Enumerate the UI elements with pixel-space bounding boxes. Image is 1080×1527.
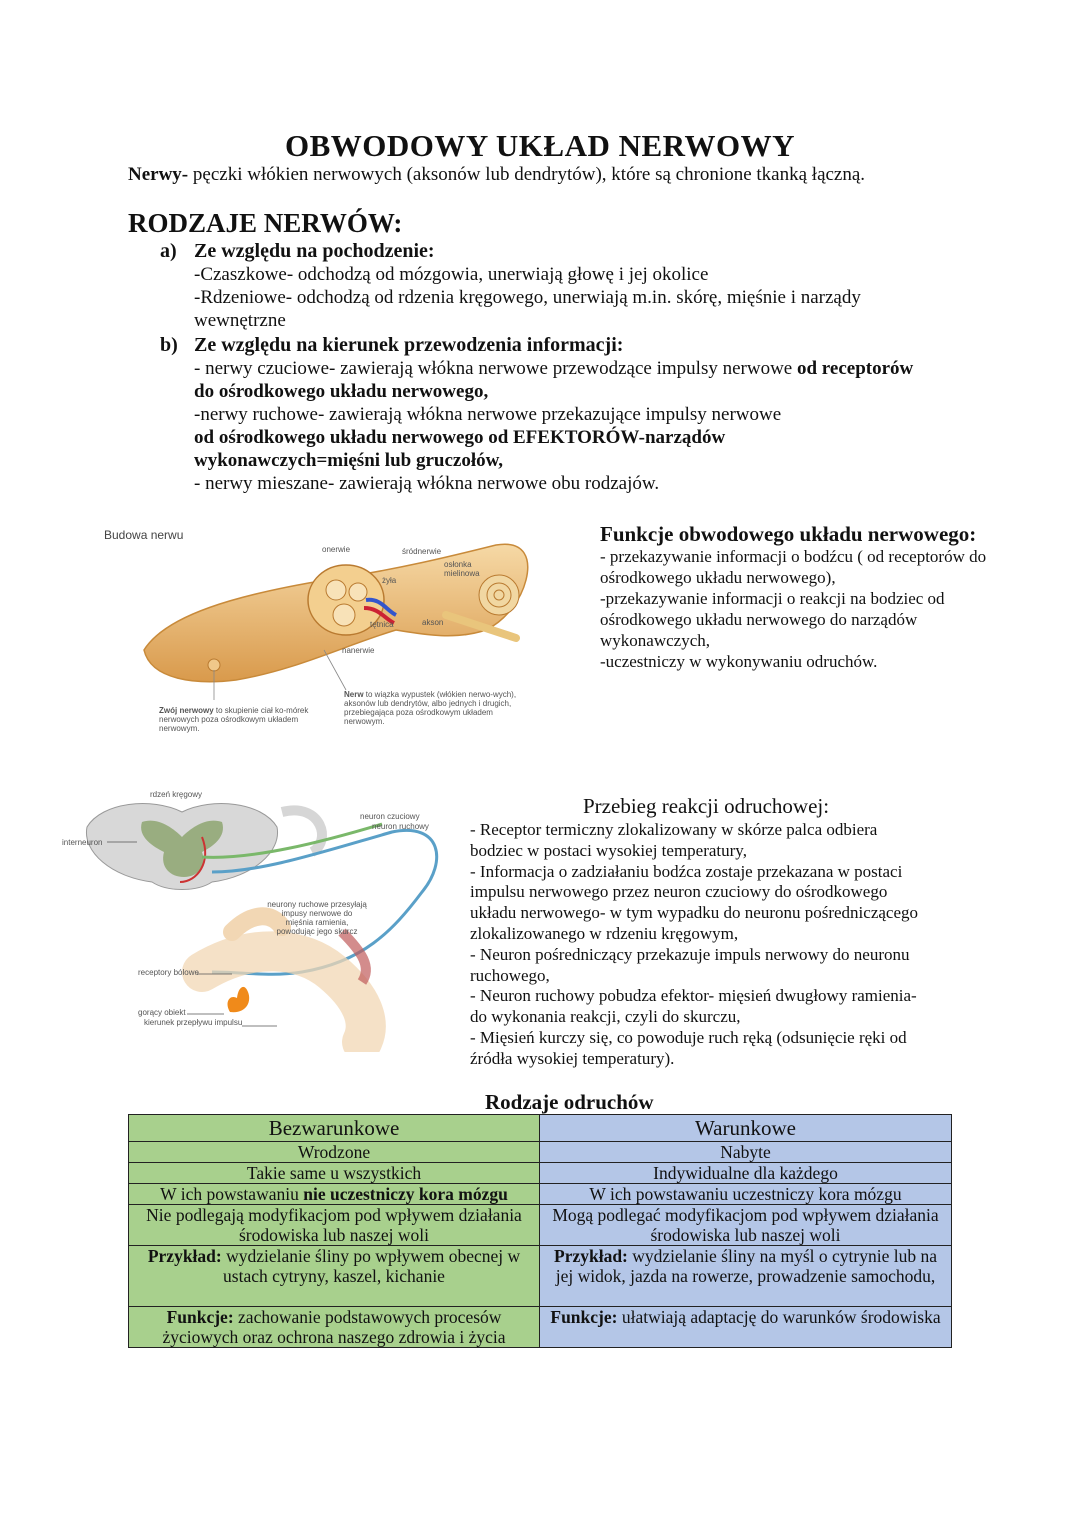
callout-endoneurium: nanerwie — [342, 646, 375, 655]
callout-axon: akson — [422, 618, 444, 627]
label-hot-object: gorący obiekt — [138, 1008, 186, 1017]
reflex-course-line: zlokalizowanego w rdzeniu kręgowym, — [470, 923, 739, 943]
reflex-course-line: układu nerwowego- w tym wypadku do neuronu pośredniczącego — [470, 903, 919, 923]
table-cell: Mogą podlegać modyfikacjom pod wpływem działania środowiska lub naszej woli — [540, 1205, 952, 1246]
callout-artery: tętnica — [370, 620, 394, 629]
reflex-course-line: - Mięsień kurczy się, co powoduje ruch ręką (odsunięcie ręki od — [470, 1027, 907, 1047]
label-motor-neurons-note: neurony ruchowe przesyłają impusy nerwowe do mięśnia ramienia, powodując jego skurcz — [267, 900, 367, 936]
table-row — [129, 1246, 952, 1307]
intro-definition — [128, 164, 865, 186]
functions-line: ośrodkowego układu nerwowego), — [600, 568, 836, 587]
header-unconditioned: Bezwarunkowe — [129, 1115, 540, 1142]
reflex-course-line: - Informacja o zadziałaniu bodźca zostaje przekazana w postaci — [470, 861, 903, 881]
table-cell: Funkcje: ułatwiają adaptację do warunków środowiska — [540, 1307, 952, 1348]
section-b-heading: Ze względu na kierunek przewodzenia informacji: — [194, 334, 624, 356]
section-b-line: - nerwy czuciowe- zawierają włókna nerwowe przewodzące impulsy nerwowe od receptorów — [194, 358, 914, 379]
label-sensory-neuron: neuron czuciowy — [360, 812, 420, 821]
header-conditioned: Warunkowe — [540, 1115, 952, 1142]
table-cell: Indywidualne dla każdego — [540, 1163, 952, 1184]
callout-epineurium: onerwie — [322, 545, 351, 554]
table-row — [129, 1163, 952, 1184]
types-heading: RODZAJE NERWÓW: — [128, 208, 403, 238]
reflex-table-caption: Rodzaje odruchów — [485, 1090, 654, 1114]
table-cell: Nabyte — [540, 1142, 952, 1163]
reflex-course-line: do wykonania reakcji, czyli do skurczu, — [470, 1007, 741, 1027]
reflex-course-line: - Receptor termiczny zlokalizowany w skórze palca odbiera — [470, 820, 878, 839]
table-cell: Nie podlegają modyfikacjom pod wpływem działania środowiska lub naszej woli — [129, 1205, 540, 1246]
table-row — [129, 1142, 952, 1163]
functions-line: -przekazywanie informacji o reakcji na bodziec od — [600, 589, 945, 608]
nerve-structure-figure — [96, 520, 556, 750]
section-a-line: -Rdzeniowe- odchodzą od rdzenia kręgowego, unerwiają m.in. skórę, mięśnie i narządy — [194, 287, 861, 308]
label-spinal-cord: rdzeń kręgowy — [150, 790, 203, 799]
functions-line: - przekazywanie informacji o bodźcu ( od receptorów do — [600, 547, 987, 566]
section-b-line: -nerwy ruchowe- zawierają włókna nerwowe przekazujące impulsy nerwowe — [194, 404, 782, 425]
reflex-course-line: ruchowego, — [470, 965, 550, 985]
reflex-course-line: bodziec w postaci wysokiej temperatury, — [470, 840, 747, 860]
callout-perineurium: śródnerwie — [402, 547, 442, 556]
functions-list — [600, 546, 986, 672]
functions-line: -uczestniczy w wykonywaniu odruchów. — [600, 652, 878, 671]
table-row — [129, 1184, 952, 1205]
section-a-heading: Ze względu na pochodzenie: — [194, 240, 435, 262]
section-a-marker: a) — [160, 240, 177, 262]
reflex-course-line: - Neuron ruchowy pobudza efektor- mięsień dwugłowy ramienia- — [470, 986, 917, 1006]
reflex-course-list — [470, 820, 918, 1070]
functions-line: wykonawczych, — [600, 631, 710, 650]
label-pain-receptors: receptory bólowe — [138, 968, 199, 977]
intro-term: Nerwy- — [128, 164, 189, 185]
table-cell: Przykład: wydzielanie śliny po wpływem obecnej w ustach cytryny, kaszel, kichanie — [129, 1246, 540, 1307]
table-cell: Wrodzone — [129, 1142, 540, 1163]
table-cell: W ich powstawaniu nie uczestniczy kora mózgu — [129, 1184, 540, 1205]
section-b-line: - nerwy mieszane- zawierają włókna nerwowe obu rodzajów. — [194, 473, 660, 494]
intro-text: pęczki włókien nerwowych (aksonów lub dendrytów), które są chronione tkanką łączną. — [188, 164, 866, 185]
reflex-types-table — [128, 1114, 952, 1348]
table-row — [129, 1115, 952, 1142]
section-b-marker: b) — [160, 334, 178, 356]
section-a-line: -Czaszkowe- odchodzą od mózgowia, unerwiają głowę i jej okolice — [194, 264, 709, 285]
functions-line: ośrodkowego układu nerwowego do narządów — [600, 610, 918, 629]
functions-heading: Funkcje obwodowego układu nerwowego: — [600, 522, 977, 546]
section-a-line: wewnętrzne — [194, 310, 286, 331]
table-cell: Przykład: wydzielanie śliny na myśl o cytrynie lub na jej widok, jazda na rowerze, prowadzenie samochodu, — [540, 1246, 952, 1307]
page-title: OBWODOWY UKŁAD NERWOWY — [285, 128, 795, 163]
reflex-arc-figure — [62, 782, 462, 1052]
table-row — [129, 1205, 952, 1246]
label-interneuron: interneuron — [62, 838, 103, 847]
section-b-line: od ośrodkowego układu nerwowego od EFEKTORÓW-narządów — [194, 427, 726, 448]
label-motor-neuron: neuron ruchowy — [372, 822, 429, 831]
caption-ganglion: Zwój nerwowy to skupienie ciał ko-mórek nerwowych poza ośrodkowym układem nerwowym. — [159, 706, 309, 733]
nerve-figure-label: Budowa nerwu — [104, 528, 184, 542]
callout-vein: żyła — [382, 576, 397, 585]
table-cell: Funkcje: zachowanie podstawowych procesów życiowych oraz ochrona naszego zdrowia i życia — [129, 1307, 540, 1348]
table-row — [129, 1307, 952, 1348]
table-cell: W ich powstawaniu uczestniczy kora mózgu — [540, 1184, 952, 1205]
table-cell: Takie same u wszystkich — [129, 1163, 540, 1184]
reflex-course-line: - Neuron pośredniczący przekazuje impuls nerwowy do neuronu — [470, 944, 910, 964]
reflex-course-line: źródła wysokiej temperatury). — [470, 1048, 675, 1068]
reflex-course-heading: Przebieg reakcji odruchowej: — [583, 794, 830, 818]
section-b-line: wykonawczych=mięśni lub gruczołów, — [194, 450, 504, 471]
reflex-course-line: impulsu nerwowego przez neuron czuciowy do ośrodkowego — [470, 882, 888, 902]
label-impulse-direction: kierunek przepływu impulsu — [144, 1018, 243, 1027]
callout-myelin-sheath: osłonka mielinowa — [444, 560, 480, 578]
caption-nerve: Nerw to wiązka wypustek (włókien nerwo-wych), aksonów lub dendrytów, albo jednych i drugich, przebiegająca poza ośrodkowym układem nerwowym. — [344, 690, 517, 726]
section-b-line: do ośrodkowego układu nerwowego, — [194, 381, 489, 402]
